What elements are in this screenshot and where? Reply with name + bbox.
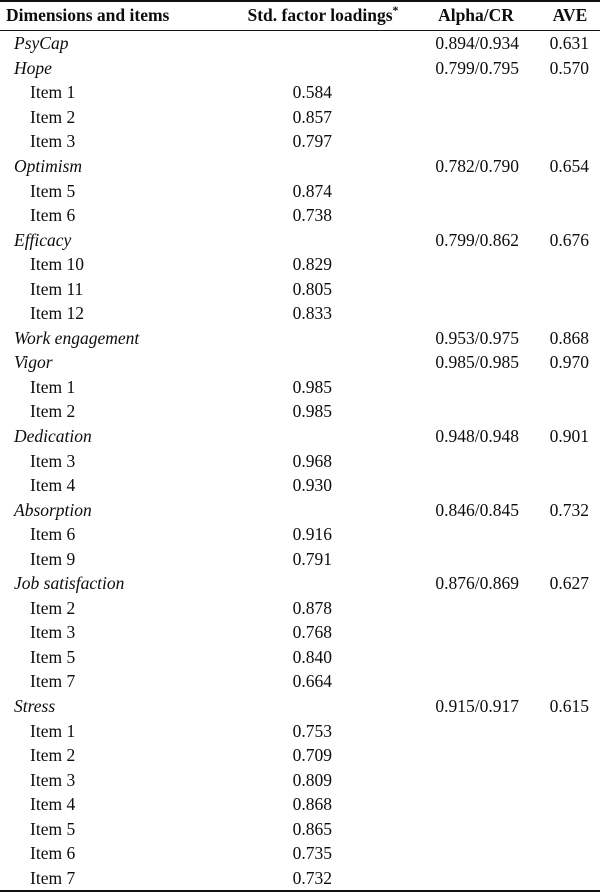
cell-loading: 0.805 — [292, 278, 332, 299]
table-row — [0, 179, 600, 204]
cell-dimension: Stress — [14, 696, 56, 717]
cell-ave — [534, 277, 600, 302]
table-row — [0, 105, 600, 130]
cell-dimension: Item 3 — [30, 450, 76, 471]
table-row — [0, 424, 600, 449]
cell-dimension: Item 5 — [30, 180, 76, 201]
cell-dimension: Vigor — [14, 352, 53, 373]
cell-loading: 0.829 — [292, 254, 332, 275]
cell-alpha-cr: 0.953/0.975 — [435, 327, 519, 348]
table-row — [0, 301, 600, 326]
cell-loading: 0.874 — [292, 180, 332, 201]
cell-alpha-cr — [418, 129, 534, 154]
cell-ave: 0.654 — [549, 155, 589, 176]
cell-ave — [534, 473, 600, 498]
table-row — [0, 743, 600, 768]
cell-dimension: Item 11 — [30, 278, 84, 299]
cell-alpha-cr — [418, 620, 534, 645]
table-row — [0, 596, 600, 621]
cell-dimension: Hope — [14, 57, 52, 78]
cell-ave — [534, 596, 600, 621]
column-header-ave — [534, 1, 600, 31]
cell-alpha-cr: 0.948/0.948 — [435, 426, 519, 446]
cell-loading — [228, 694, 418, 719]
cell-alpha-cr — [418, 743, 534, 768]
table-row — [0, 866, 600, 892]
cell-loading: 0.840 — [292, 646, 332, 667]
cell-loading: 0.809 — [292, 769, 332, 790]
table-row — [0, 228, 600, 253]
cell-dimension: Item 7 — [30, 671, 76, 692]
cell-alpha-cr — [418, 449, 534, 474]
cell-ave — [534, 129, 600, 154]
table-row — [0, 326, 600, 351]
cell-ave: 0.615 — [549, 696, 589, 717]
cell-ave — [534, 743, 600, 768]
table-row — [0, 80, 600, 105]
table-row — [0, 399, 600, 424]
cell-loading — [228, 228, 418, 253]
cell-ave — [534, 449, 600, 474]
cell-dimension: Item 6 — [30, 843, 76, 864]
cell-dimension: Item 1 — [30, 376, 76, 397]
table-body — [0, 31, 600, 892]
cell-loading: 0.916 — [292, 524, 332, 545]
cell-dimension: Item 3 — [30, 622, 76, 643]
cell-dimension: PsyCap — [14, 33, 69, 54]
cell-loading: 0.753 — [292, 720, 332, 741]
cell-ave — [534, 792, 600, 817]
cell-ave: 0.868 — [549, 327, 589, 348]
cell-ave: 0.970 — [549, 352, 589, 373]
cell-loading: 0.968 — [292, 450, 332, 471]
cell-ave: 0.676 — [549, 229, 589, 250]
cell-alpha-cr — [418, 80, 534, 105]
column-header-alpha-cr — [418, 1, 534, 31]
cell-loading: 0.857 — [292, 106, 332, 127]
cell-alpha-cr: 0.782/0.790 — [435, 155, 519, 176]
cell-alpha-cr — [418, 105, 534, 130]
column-header-alpha-cr-label: Alpha/CR — [438, 5, 514, 25]
cell-ave — [534, 645, 600, 670]
cell-dimension: Absorption — [14, 499, 92, 520]
cell-ave — [534, 817, 600, 842]
table-row — [0, 669, 600, 694]
cell-ave: 0.631 — [549, 33, 589, 54]
cell-ave — [534, 866, 600, 892]
cell-ave — [534, 203, 600, 228]
table-row — [0, 350, 600, 375]
cell-ave — [534, 841, 600, 866]
cell-alpha-cr: 0.799/0.795 — [435, 57, 519, 78]
cell-ave — [534, 768, 600, 793]
cell-loading: 0.878 — [292, 597, 332, 618]
column-header-dimensions-label: Dimensions and items — [6, 5, 170, 25]
cell-loading: 0.768 — [292, 622, 332, 643]
cell-alpha-cr — [418, 596, 534, 621]
cell-loading: 0.833 — [292, 303, 332, 324]
cell-dimension: Item 3 — [30, 131, 76, 152]
cell-dimension: Item 1 — [30, 82, 76, 103]
cell-dimension: Item 10 — [30, 254, 84, 275]
cell-alpha-cr — [418, 645, 534, 670]
cell-ave — [534, 179, 600, 204]
cell-alpha-cr — [418, 399, 534, 424]
cell-dimension: Item 5 — [30, 646, 76, 667]
table-row — [0, 498, 600, 523]
cell-ave — [534, 719, 600, 744]
cell-dimension: Item 6 — [30, 524, 76, 545]
cell-alpha-cr: 0.985/0.985 — [435, 352, 519, 373]
cell-ave — [534, 301, 600, 326]
cell-dimension: Item 7 — [0, 866, 228, 892]
table-row — [0, 31, 600, 56]
cell-ave — [534, 669, 600, 694]
cell-alpha-cr — [418, 252, 534, 277]
table-row — [0, 129, 600, 154]
cell-loading — [228, 154, 418, 179]
cell-dimension: Item 4 — [30, 475, 76, 496]
cell-ave — [534, 105, 600, 130]
cell-alpha-cr — [418, 841, 534, 866]
cell-ave — [534, 252, 600, 277]
cell-dimension: Item 2 — [30, 597, 76, 618]
cell-ave — [534, 375, 600, 400]
cell-alpha-cr — [418, 768, 534, 793]
cell-dimension: Item 9 — [30, 548, 76, 569]
table-row — [0, 154, 600, 179]
table-row — [0, 56, 600, 81]
cell-ave — [534, 80, 600, 105]
cell-loading — [228, 424, 418, 449]
cell-loading: 0.584 — [292, 82, 332, 103]
cell-alpha-cr — [418, 473, 534, 498]
table-row — [0, 571, 600, 596]
column-header-dimensions — [0, 1, 228, 31]
cell-alpha-cr: 0.915/0.917 — [435, 696, 519, 717]
column-header-ave-label: AVE — [552, 5, 588, 25]
cell-dimension: Dedication — [14, 426, 92, 446]
cell-ave — [534, 399, 600, 424]
table-row — [0, 522, 600, 547]
cell-alpha-cr: 0.876/0.869 — [435, 573, 519, 594]
cell-loading: 0.868 — [292, 794, 332, 815]
cell-ave — [534, 547, 600, 572]
cell-alpha-cr — [418, 203, 534, 228]
cell-dimension: Item 3 — [30, 769, 76, 790]
cell-loading — [228, 31, 418, 56]
cell-alpha-cr — [418, 522, 534, 547]
cell-alpha-cr — [418, 277, 534, 302]
table-row — [0, 817, 600, 842]
cell-dimension: Item 12 — [30, 303, 84, 324]
cell-alpha-cr — [418, 866, 534, 892]
cell-loading: 0.985 — [292, 401, 332, 422]
cell-dimension: Efficacy — [14, 229, 72, 250]
cell-dimension: Item 2 — [30, 745, 76, 766]
cell-ave: 0.901 — [549, 426, 589, 446]
table-row — [0, 792, 600, 817]
cell-dimension: Item 2 — [30, 401, 76, 422]
cell-ave: 0.627 — [549, 573, 589, 594]
cell-dimension: Item 2 — [30, 106, 76, 127]
cell-alpha-cr — [418, 375, 534, 400]
table-row — [0, 719, 600, 744]
cell-loading: 0.664 — [292, 671, 332, 692]
cell-loading: 0.735 — [292, 843, 332, 864]
table-row — [0, 620, 600, 645]
cell-dimension: Item 1 — [30, 720, 76, 741]
cell-loading — [228, 326, 418, 351]
column-header-loadings — [228, 1, 418, 31]
cell-loading: 0.930 — [292, 475, 332, 496]
cell-ave — [534, 522, 600, 547]
cell-dimension: Item 6 — [30, 205, 76, 226]
cell-dimension: Work engagement — [14, 327, 140, 348]
cell-loading: 0.732 — [228, 866, 418, 892]
table-row — [0, 375, 600, 400]
table-row — [0, 203, 600, 228]
cell-loading — [228, 571, 418, 596]
cell-loading: 0.709 — [292, 745, 332, 766]
cell-loading: 0.791 — [292, 548, 332, 569]
table-row — [0, 473, 600, 498]
cell-dimension: Job satisfaction — [14, 573, 125, 594]
cell-loading — [228, 350, 418, 375]
cell-alpha-cr: 0.846/0.845 — [435, 499, 519, 520]
cell-ave: 0.570 — [549, 57, 589, 78]
cell-loading — [228, 56, 418, 81]
table-row — [0, 252, 600, 277]
cell-alpha-cr: 0.799/0.862 — [435, 229, 519, 250]
cell-loading: 0.738 — [292, 205, 332, 226]
cell-loading — [228, 498, 418, 523]
cell-alpha-cr — [418, 301, 534, 326]
cell-ave: 0.732 — [549, 499, 589, 520]
table-row — [0, 449, 600, 474]
cell-alpha-cr — [418, 669, 534, 694]
cell-alpha-cr — [418, 179, 534, 204]
cell-dimension: Optimism — [14, 155, 83, 176]
table-row — [0, 841, 600, 866]
cell-dimension: Item 5 — [30, 818, 76, 839]
footnote-marker-icon: * — [392, 3, 399, 18]
table-row — [0, 645, 600, 670]
cell-alpha-cr — [418, 547, 534, 572]
cell-loading: 0.985 — [292, 376, 332, 397]
cell-ave — [534, 620, 600, 645]
cell-alpha-cr: 0.894/0.934 — [435, 33, 519, 54]
cell-alpha-cr — [418, 792, 534, 817]
cell-alpha-cr — [418, 817, 534, 842]
cell-loading: 0.865 — [292, 818, 332, 839]
cell-alpha-cr — [418, 719, 534, 744]
cell-dimension: Item 4 — [30, 794, 76, 815]
table-row — [0, 694, 600, 719]
table-row — [0, 277, 600, 302]
table-row — [0, 768, 600, 793]
column-header-loadings-label: Std. factor loadings — [247, 5, 393, 25]
table-row — [0, 547, 600, 572]
table-header — [0, 1, 600, 31]
table-header-row — [0, 1, 600, 31]
cell-loading: 0.797 — [292, 131, 332, 152]
